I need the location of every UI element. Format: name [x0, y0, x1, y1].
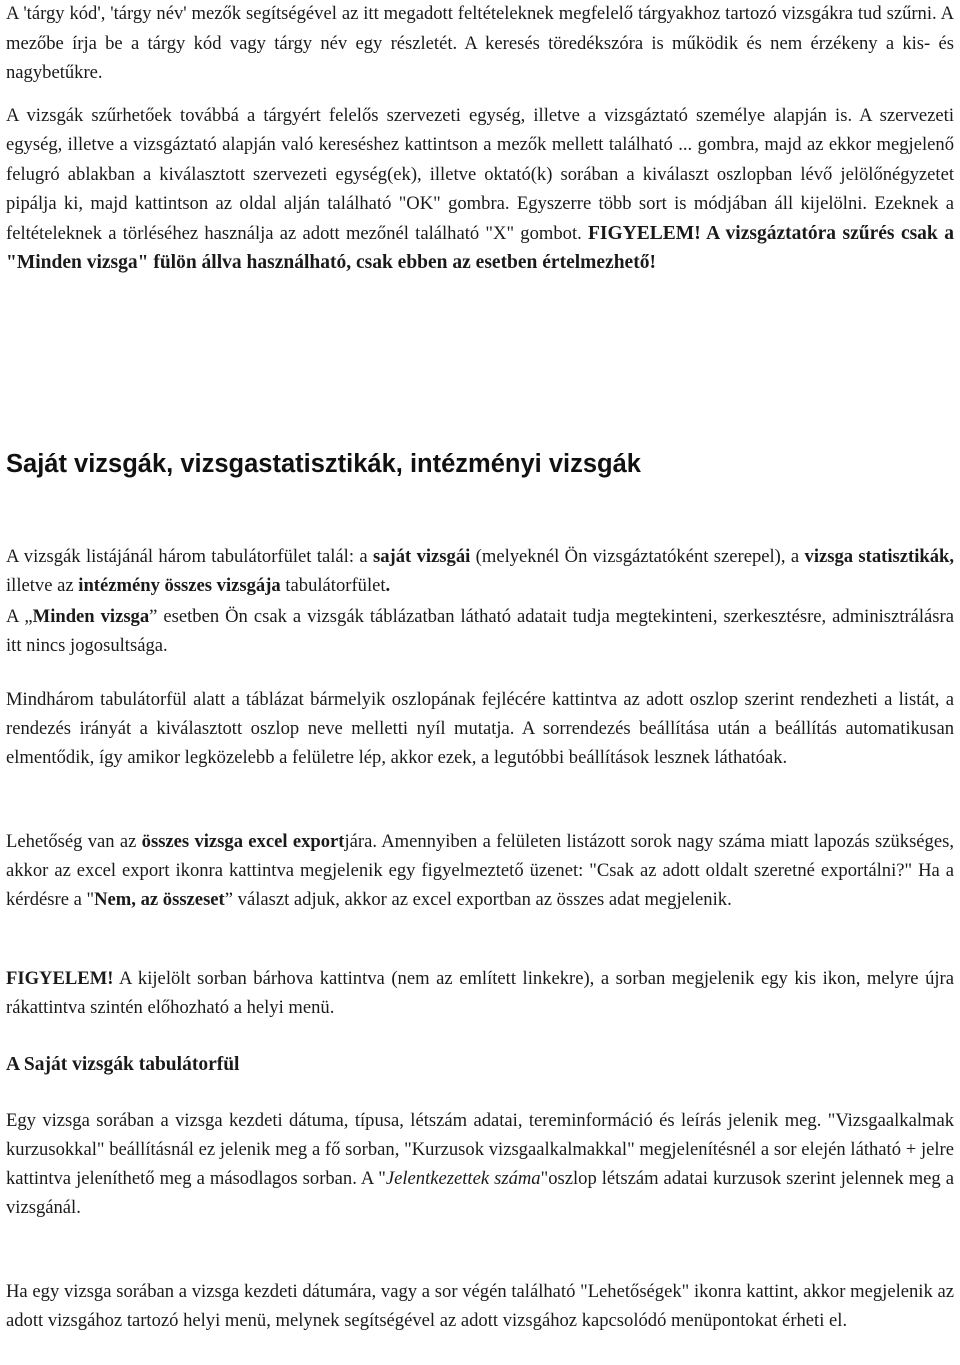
- sorting-paragraph-text: Mindhárom tabulátorfül alatt a táblázat bármelyik oszlopának fejlécére kattintva az adott oszlop szerint rendezheti a listát, a rendezés irányát a kiválasztott oszlop neve melletti nyíl mutatja. A sorrendezés beállítása után a beállítás automatikusan elmentődik, így amikor legközelebb a felületre lép, akkor ezek, a legutóbbi beállítások lesznek láthatóak.: [6, 689, 954, 768]
- registered-count-term: Jelentkezettek száma: [385, 1168, 541, 1189]
- all-exams-paragraph: [6, 602, 954, 660]
- export-paragraph: [6, 827, 954, 914]
- text-run: ” esetben Ön csak a vizsgák táblázatban látható adatait tudja megtekinteni, szerkesztésre, adminisztrálásra itt nincs jogosultsága.: [6, 606, 954, 656]
- text-run: .: [385, 575, 391, 596]
- warning-paragraph: [6, 964, 954, 1022]
- intro-paragraph-2-text: A vizsgák szűrhetőek továbbá a tárgyért felelős szervezeti egység, illetve a vizsgáztató személye alapján is. A szervezeti egység, illetve a vizsgáztató alapján való kereséshez kattintson a mezők mellett található ... gombra, majd az ekkor megjelenő felugró ablakban a kiválasztott szervezeti egység(ek), illetve oktató(k) sorában a kiválaszt oszlopban lévő jelölőnégyzetet pipálja ki, majd kattintson az oldal alján található "OK" gombra. Egyszerre több sort is módjában áll kijelölni. Ezeknek a feltételeknek a törléséhez használja az adott mezőnél található "X" gombot.: [6, 104, 954, 244]
- no-all-answer: Nem, az összeset: [94, 889, 225, 910]
- warning-paragraph-text: [6, 964, 954, 1022]
- own-exams-term: saját vizsgái: [373, 546, 471, 567]
- section-heading: Saját vizsgák, vizsgastatisztikák, intézményi vizsgák: [6, 450, 641, 478]
- text-run: (melyeknél Ön vizsgáztatóként szerepel), a: [470, 546, 805, 567]
- tabs-paragraph: [6, 542, 954, 660]
- text-run: Egy vizsga sorában a vizsga kezdeti dátuma, típusa, létszám adatai, tereminformáció és leírás jelenik meg. "Vizsgaalkalmak kurzusokkal" beállításnál ez jelenik meg a fő sorban, "Kurzusok vizsgaalkalmakkal" megjelenítésnél a sor elején látható + jelre kattintva jeleníthető meg a másodlagos sorban. A ": [6, 1110, 954, 1189]
- own-exams-tab-heading: A Saját vizsgák tabulátorfül: [6, 1054, 240, 1075]
- intro-paragraph-1: A 'tárgy kód', 'tárgy név' mezők segítségével az itt megadott feltételeknek megfelelő tárgyakhoz tartozó vizsgákra tud szűrni. A mezőbe írja be a tárgy kód vagy tárgy név egy részletét. A keresés töredékszóra is működik és nem érzékeny a kis- és nagybetűkre.: [6, 3, 954, 83]
- text-run: A vizsgák listájánál három tabulátorfület talál: a: [6, 546, 373, 567]
- institution-exams-term: intézmény összes vizsgája: [78, 575, 281, 596]
- own-exams-paragraph: [6, 1106, 954, 1222]
- all-exams-term: Minden vizsga: [32, 606, 150, 627]
- text-run: A kijelölt sorban bárhova kattintva (nem az említett linkekre), a sorban megjelenik egy kis ikon, melyre újra rákattintva szintén előhozható a helyi menü.: [6, 968, 954, 1018]
- warning-label: FIGYELEM!: [6, 968, 114, 989]
- text-run: ” választ adjuk, akkor az excel exportban az összes adat megjelenik.: [224, 889, 732, 910]
- export-paragraph-text: [6, 827, 954, 914]
- text-run: tabulátorfület: [280, 575, 386, 596]
- intro-paragraph-2: [6, 101, 954, 278]
- sorting-paragraph: [6, 685, 954, 772]
- text-run: illetve az: [6, 575, 79, 596]
- excel-export-term: összes vizsga excel export: [141, 831, 345, 852]
- own-exams-paragraph-text: [6, 1106, 954, 1222]
- context-menu-paragraph: [6, 1277, 954, 1335]
- exam-statistics-term: vizsga statisztikák,: [804, 546, 954, 567]
- text-run: A „: [6, 606, 33, 627]
- text-run: "oszlop létszám adatai kurzusok szerint jelennek meg a vizsgánál.: [6, 1168, 954, 1218]
- subsection-heading: [6, 1050, 954, 1079]
- intro-section: [6, 0, 954, 278]
- context-menu-paragraph-text: Ha egy vizsga sorában a vizsga kezdeti dátumára, vagy a sor végén található "Lehetőségek" ikonra kattint, akkor megjelenik az adott vizsgához tartozó helyi menü, melynek segítségével az adott vizsgához kapcsolódó menüpontokat érheti el.: [6, 1281, 954, 1331]
- text-run: Lehetőség van az: [6, 831, 142, 852]
- tabs-paragraph-text: [6, 542, 954, 600]
- text-run: jára. Amennyiben a felületen listázott sorok nagy száma miatt lapozás szükséges, akkor az excel export ikonra kattintva megjelenik egy figyelmeztető üzenet: "Csak az adott oldalt szeretné exportálni?" Ha a kérdésre a ": [6, 831, 954, 910]
- warning-text: FIGYELEM! A vizsgáztatóra szűrés csak a "Minden vizsga" fülön állva használható, csak ebben az esetben értelmezhető!: [6, 222, 955, 273]
